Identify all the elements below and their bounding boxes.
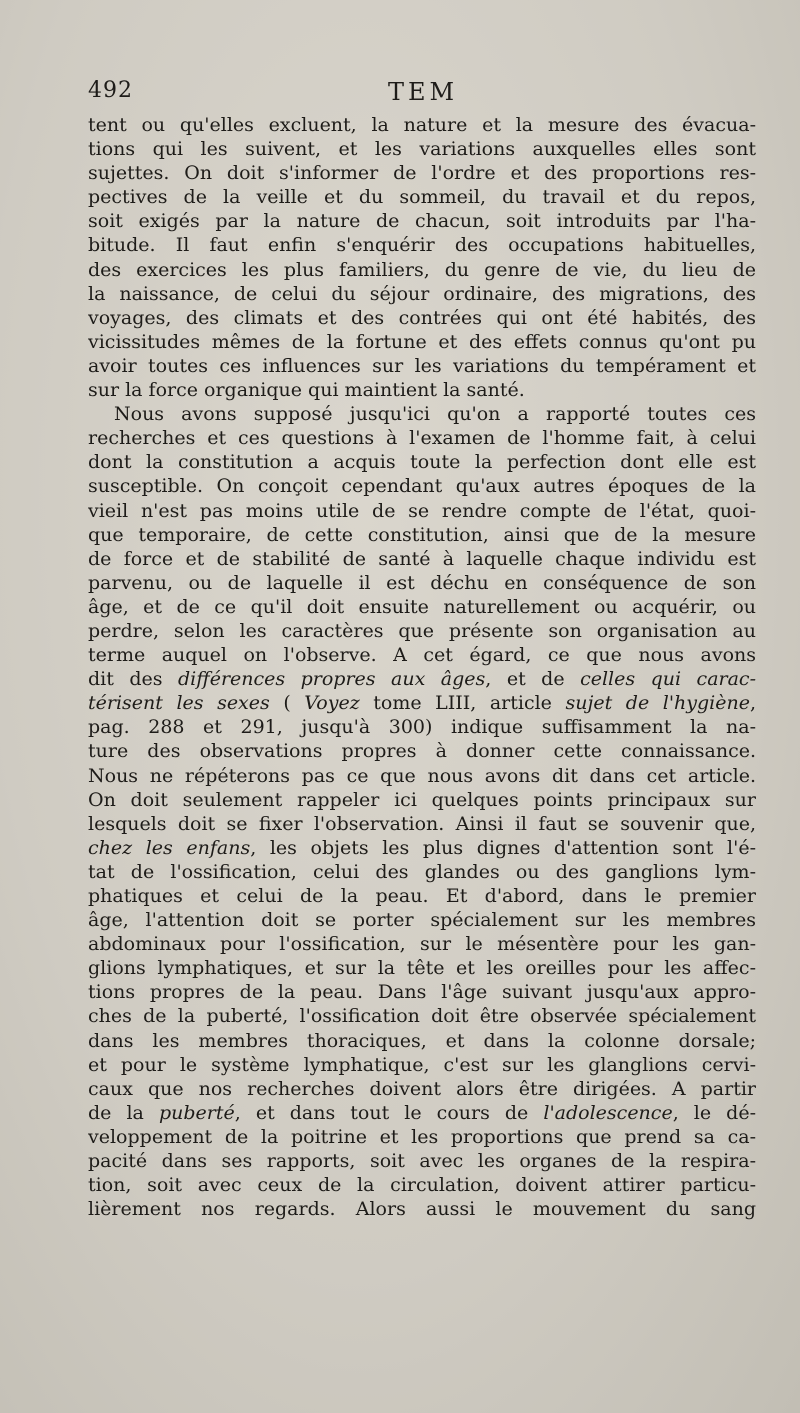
text-span: , le dé-	[672, 1101, 756, 1124]
italic-span: puberté	[158, 1101, 235, 1124]
text-line: recherches et ces questions à l'examen de l'homme fait, à celui	[88, 427, 756, 450]
text-line: des exercices les plus familiers, du genre de vie, du lieu de	[88, 258, 756, 281]
text-line: dans les membres thoraciques, et dans la colonne dorsale;	[88, 1029, 756, 1052]
italic-span: différences propres aux âges	[178, 668, 486, 691]
text-line: sur la force organique qui maintient la santé.	[88, 379, 525, 402]
text-line: pectives de la veille et du sommeil, du travail et du repos,	[88, 186, 756, 209]
text-line: tion, soit avec ceux de la circulation, doivent attirer particu-	[88, 1174, 756, 1197]
text-line: pacité dans ses rapports, soit avec les organes de la respira-	[88, 1150, 756, 1173]
text-line: veloppement de la poitrine et les proportions que prend sa ca-	[88, 1125, 756, 1148]
text-span: , et dans tout le cours de	[234, 1101, 544, 1124]
text-line	[88, 691, 756, 715]
italic-span: térisent les sexes	[88, 692, 270, 715]
text-line: glions lymphatiques, et sur la tête et les oreilles pour les affec-	[88, 957, 756, 980]
text-span: de la	[88, 1101, 159, 1124]
text-span: tome LIII, article	[359, 692, 566, 715]
page-header	[88, 78, 758, 108]
text-line: et pour le système lymphatique, c'est sur les glanglions cervi-	[88, 1053, 756, 1076]
running-head: TEM	[387, 78, 459, 106]
text-line: voyages, des climats et des contrées qui ont été habités, des	[88, 306, 756, 329]
text-line	[88, 1101, 756, 1125]
text-line: lièrement nos regards. Alors aussi le mouvement du sang	[88, 1198, 756, 1221]
body-text	[88, 113, 756, 1221]
text-line: lesquels doit se fixer l'observation. Ainsi il faut se souvenir que,	[88, 812, 756, 835]
text-line: terme auquel on l'observe. A cet égard, ce que nous avons	[88, 644, 756, 667]
text-line: susceptible. On conçoit cependant qu'aux autres époques de la	[88, 475, 756, 498]
text-line: vicissitudes mêmes de la fortune et des effets connus qu'ont pu	[88, 330, 756, 353]
text-span: dit des	[88, 668, 178, 691]
text-line: soit exigés par la nature de chacun, soit introduits par l'ha-	[88, 210, 756, 233]
text-line: abdominaux pour l'ossification, sur le mésentère pour les gan-	[88, 933, 756, 956]
text-line: âge, et de ce qu'il doit ensuite naturellement ou acquérir, ou	[88, 595, 756, 618]
text-line: ture des observations propres à donner cette connaissance.	[88, 740, 756, 763]
text-line: dont la constitution a acquis toute la perfection dont elle est	[88, 451, 756, 474]
text-span: , les objets les plus dignes d'attention sont l'é-	[250, 836, 756, 859]
text-line: tat de l'ossification, celui des glandes ou des ganglions lym-	[88, 860, 756, 883]
text-line: parvenu, ou de laquelle il est déchu en conséquence de son	[88, 571, 756, 594]
text-line	[88, 836, 756, 860]
text-span: ,	[749, 692, 756, 715]
italic-span: Voyez	[304, 692, 360, 715]
text-line: Nous ne répéterons pas ce que nous avons dit dans cet article.	[88, 764, 756, 787]
text-span: , et de	[485, 668, 581, 691]
text-line: perdre, selon les caractères que présente son organisation au	[88, 619, 756, 642]
page-number: 492	[88, 78, 133, 103]
text-line: de force et de stabilité de santé à laquelle chaque individu est	[88, 547, 756, 570]
italic-span: l'adolescence	[543, 1101, 673, 1124]
text-line: Nous avons supposé jusqu'ici qu'on a rapporté toutes ces	[114, 403, 756, 426]
text-span: (	[269, 692, 305, 715]
text-line: âge, l'attention doit se porter spécialement sur les membres	[88, 909, 756, 932]
text-line: tions propres de la peau. Dans l'âge suivant jusqu'aux appro-	[88, 981, 756, 1004]
text-line: phatiques et celui de la peau. Et d'abord, dans le premier	[88, 885, 756, 907]
italic-span: sujet de l'hygiène	[565, 692, 750, 715]
text-line: sujettes. On doit s'informer de l'ordre et des proportions res-	[88, 162, 756, 185]
text-line: vieil n'est pas moins utile de se rendre compte de l'état, quoi-	[88, 499, 756, 522]
text-line: la naissance, de celui du séjour ordinaire, des migrations, des	[88, 282, 756, 305]
text-line	[88, 667, 756, 691]
italic-span: chez les enfans	[88, 836, 251, 859]
text-line: bitude. Il faut enfin s'enquérir des occupations habituelles,	[88, 234, 756, 257]
text-line: On doit seulement rappeler ici quelques points principaux sur	[88, 788, 756, 811]
text-line: avoir toutes ces influences sur les variations du tempérament et	[88, 354, 756, 377]
text-line: caux que nos recherches doivent alors être dirigées. A partir	[88, 1077, 756, 1100]
text-line: pag. 288 et 291, jusqu'à 300) indique suffisamment la na-	[88, 716, 756, 739]
italic-span: celles qui carac-	[580, 668, 756, 691]
text-line: tions qui les suivent, et les variations auxquelles elles sont	[88, 138, 756, 161]
text-line: ches de la puberté, l'ossification doit être observée spécialement	[88, 1005, 756, 1028]
text-line: tent ou qu'elles excluent, la nature et la mesure des évacua-	[88, 114, 756, 136]
text-line: que temporaire, de cette constitution, ainsi que de la mesure	[88, 523, 756, 546]
